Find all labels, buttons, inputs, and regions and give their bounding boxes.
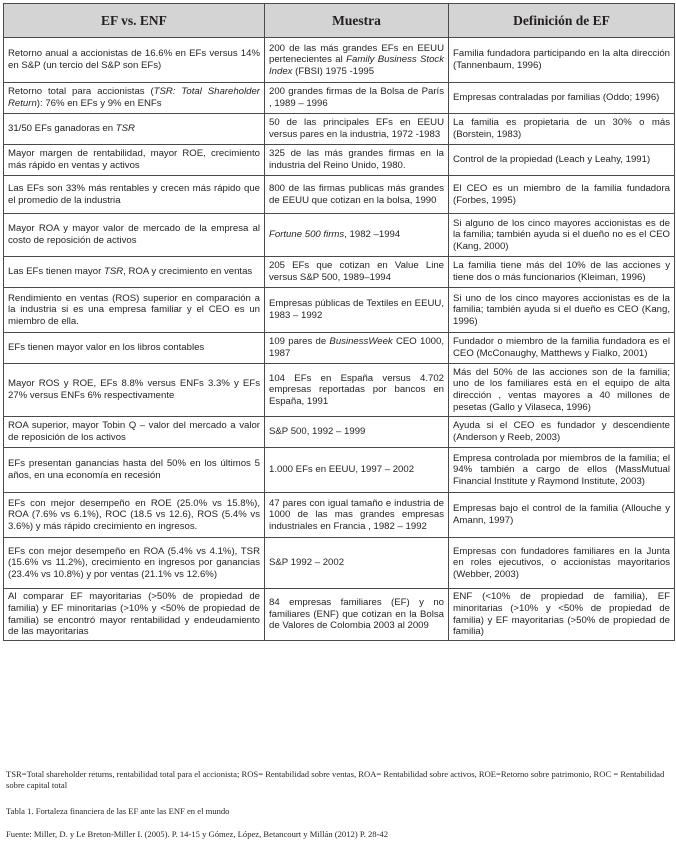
cell-text: (FBSI) 1975 -1995: [292, 65, 375, 77]
cell-definicion: [449, 114, 675, 145]
italic-text: TSR: [115, 123, 135, 135]
cell-text: EFs con mejor desempeño en ROE (25.0% vs 15.8%), ROA (7.6% vs 6.1%), ROC (18.5 vs 12.6), ROS (5.4% vs 3.6%) y más rápido crecimiento en ingresos.: [8, 497, 260, 532]
cell-ef-comparison: [4, 333, 265, 364]
italic-text: TSR: Total Shareholder Return: [8, 86, 260, 109]
cell-definicion: [449, 417, 675, 448]
cell-ef-comparison: [4, 214, 265, 257]
cell-ef-comparison: [4, 114, 265, 145]
cell-definicion: [449, 257, 675, 288]
cell-muestra: [265, 333, 449, 364]
cell-definicion: [449, 589, 675, 641]
cell-muestra: [265, 288, 449, 333]
cell-text: Familia fundadora participando en la alta dirección (Tannenbaum, 1996): [453, 48, 670, 71]
cell-text: EFs con mejor desempeño en ROA (5.4% vs 4.1%), TSR (15.6% vs 11.2%), crecimiento en ingresos por ganancias (23.4% vs 10.8%) y por ventas (21.1% vs 12.6%): [8, 545, 260, 580]
header-definicion: Definición de EF: [449, 4, 675, 38]
source-note: Fuente: Miller, D. y Le Breton-Miller I. (2005). P. 14-15 y Gómez, López, Betancourt y Millán (2012) P. 28-42: [6, 829, 389, 839]
cell-text: Control de la propiedad (Leach y Leahy, 1991): [453, 154, 651, 166]
cell-text: Fundador o miembro de la familia fundadora es el CEO (McConaughy, Matthews y Fialko, 2001): [453, 336, 670, 359]
table-row: [4, 417, 675, 448]
table-row: [4, 214, 675, 257]
table-row: [4, 176, 675, 214]
table-row: [4, 114, 675, 145]
header-row: [4, 4, 675, 38]
cell-text: Mayor ROS y ROE, EFs 8.8% versus ENFs 3.3% y EFs 27% versus ENFs 6% respectivamente: [8, 378, 260, 401]
cell-text: ROA superior, mayor Tobin Q – valor del mercado a valor de reposición de los activos: [8, 420, 260, 443]
cell-text: 200 de las más grandes EFs en EEUU pertenecientes al: [269, 42, 444, 66]
cell-definicion: [449, 38, 675, 83]
cell-text: Ayuda si el CEO es fundador y descendiente (Anderson y Reeb, 2003): [453, 420, 670, 443]
cell-definicion: [449, 145, 675, 176]
cell-text: Empresas públicas de Textiles en EEUU, 1983 – 1992: [269, 298, 444, 321]
cell-text: 47 pares con igual tamaño e industria de 1000 de las mas grandes empresas industriales en Francia , 1982 – 1992: [269, 497, 444, 532]
cell-text: CEO 1000, 1987: [269, 336, 444, 359]
table-row: [4, 493, 675, 538]
cell-text: La familia es propietaria de un 30% o más (Borstein, 1983): [453, 117, 670, 140]
cell-ef-comparison: [4, 538, 265, 589]
italic-text: Fortune 500 firms: [269, 229, 345, 241]
cell-text: 31/50 EFs ganadoras en: [8, 123, 116, 135]
cell-text: ): 76% en EFs y 9% en ENFs: [36, 98, 162, 109]
cell-text: Las EFs tienen mayor: [8, 266, 104, 278]
cell-text: 50 de las principales EFs en EEUU versus pares en la industria, 1972 -1983: [269, 117, 444, 140]
italic-text: TSR: [103, 266, 124, 278]
cell-text: Empresas contraladas por familias (Oddo; 1996): [453, 92, 660, 104]
cell-text: 200 grandes firmas de la Bolsa de París , 1989 – 1996: [269, 86, 444, 109]
table-row: [4, 83, 675, 114]
cell-text: Al comparar EF mayoritarias (>50% de propiedad de familia) y EF minoritarias (>10% y <50% de propiedad de familia) se encontró mayor rentabilidad y endeudamiento de las mayoritarias: [8, 591, 260, 638]
cell-muestra: [265, 83, 449, 114]
cell-text: Más del 50% de las acciones son de la familia; uno de los familiares está en el equipo de alta dirección , ventas mayores a 40 millones de pesetas (Gallo y Vilaseca, 1996): [453, 366, 670, 413]
cell-definicion: [449, 364, 675, 417]
cell-text: , ROA y crecimiento en ventas: [123, 266, 253, 278]
cell-text: 84 empresas familiares (EF) y no familiares (ENF) que cotizan en la Bolsa de Valores de Colombia 2003 al 2009: [269, 597, 444, 632]
cell-muestra: [265, 448, 449, 493]
cell-definicion: [449, 448, 675, 493]
cell-text: Las EFs son 33% más rentables y crecen más rápido que el promedio de la industria: [8, 182, 260, 206]
cell-text: 1.000 EFs en EEUU, 1997 – 2002: [269, 464, 415, 476]
cell-definicion: [449, 214, 675, 257]
cell-muestra: [265, 145, 449, 176]
cell-text: Empresas bajo el control de la familia (Allouche y Amann, 1997): [453, 503, 670, 526]
header-muestra: Muestra: [265, 4, 449, 38]
cell-ef-comparison: [4, 448, 265, 493]
cell-definicion: [449, 83, 675, 114]
cell-muestra: [265, 538, 449, 589]
cell-definicion: [449, 288, 675, 333]
cell-ef-comparison: [4, 83, 265, 114]
table-row: [4, 38, 675, 83]
cell-text: La familia tiene más del 10% de las acciones y tiene dos o más funcionarios (Kleiman, 1996): [453, 260, 670, 283]
table-body: [4, 38, 675, 641]
cell-text: 205 EFs que cotizan en Value Line versus S&P 500, 1989–1994: [269, 260, 444, 283]
cell-text: Retorno anual a accionistas de 16.6% en EFs versus 14% en S&P (un tercio del S&P son EFs): [8, 48, 260, 71]
cell-text: , 1982 –1994: [344, 229, 401, 241]
table-row: [4, 257, 675, 288]
cell-ef-comparison: [4, 493, 265, 538]
cell-muestra: [265, 364, 449, 417]
cell-text: EFs presentan ganancias hasta del 50% en los últimos 5 años, en una economía en recesión: [8, 458, 260, 481]
cell-text: Empresas con fundadores familiares en la Junta en roles ejecutivos, o accionistas mayoritarios (Webber, 2003): [453, 545, 670, 580]
cell-text: S&P 1992 – 2002: [269, 557, 345, 569]
cell-muestra: [265, 589, 449, 641]
cell-text: 325 de las más grandes firmas en la industria del Reino Unido, 1980.: [269, 148, 444, 171]
table-row: [4, 448, 675, 493]
cell-text: Empresa controlada por miembros de la familia; el 94% también a cargo de ellos (MassMutual Financial Institute y Raymond Institute, 2003): [453, 452, 670, 487]
table-caption: Tabla 1. Fortaleza financiera de las EF ante las ENF en el mundo: [6, 806, 230, 816]
abbreviations-footnote: TSR=Total shareholder returns, rentabilidad total para el accionista; ROS= Rentabilidad sobre ventas, ROA= Rentabilidad sobre activos, ROE=Retorno sobre patrimonio, ROC = Rentabilidad sobre capital total: [6, 769, 665, 790]
cell-definicion: [449, 176, 675, 214]
table-row: [4, 333, 675, 364]
cell-ef-comparison: [4, 257, 265, 288]
table-row: [4, 538, 675, 589]
cell-muestra: [265, 493, 449, 538]
table-row: [4, 288, 675, 333]
cell-text: 800 de las firmas publicas más grandes de EEUU que cotizan en la bolsa, 1990: [269, 182, 444, 206]
cell-text: Retorno total para accionistas (: [8, 86, 154, 98]
cell-text: Si alguno de los cinco mayores accionistas es de la familia; también ayuda si el dueño no es el CEO (Kang, 2000): [453, 217, 670, 252]
cell-muestra: [265, 257, 449, 288]
table-row: [4, 145, 675, 176]
italic-text: Family Business Stock Index: [269, 54, 445, 77]
cell-text: Mayor ROA y mayor valor de mercado de la empresa al costo de reposición de activos: [8, 223, 260, 246]
header-ef-vs-enf: EF vs. ENF: [4, 4, 265, 38]
cell-ef-comparison: [4, 589, 265, 641]
cell-text: EFs tienen mayor valor en los libros contables: [8, 342, 205, 354]
cell-ef-comparison: [4, 38, 265, 83]
cell-text: 109 pares de: [269, 336, 330, 348]
italic-text: BusinessWeek: [329, 336, 393, 348]
cell-text: 104 EFs en España versus 4.702 empresas reportadas por bancos en España, 1991: [269, 372, 444, 407]
cell-ef-comparison: [4, 145, 265, 176]
cell-definicion: [449, 538, 675, 589]
cell-ef-comparison: [4, 288, 265, 333]
cell-definicion: [449, 493, 675, 538]
cell-text: Rendimiento en ventas (ROS) superior en comparación a la industria si es una empresa familiar y el CEO es un miembro de ella.: [8, 292, 260, 327]
cell-definicion: [449, 333, 675, 364]
cell-muestra: [265, 114, 449, 145]
comparison-table: [3, 3, 675, 641]
table-row: [4, 364, 675, 417]
cell-text: Mayor margen de rentabilidad, mayor ROE, crecimiento más rápido en ventas y activos: [8, 148, 260, 171]
table-row: [4, 589, 675, 641]
cell-text: S&P 500, 1992 – 1999: [269, 426, 366, 438]
cell-ef-comparison: [4, 364, 265, 417]
cell-muestra: [265, 417, 449, 448]
cell-muestra: [265, 38, 449, 83]
cell-ef-comparison: [4, 176, 265, 214]
cell-text: El CEO es un miembro de la familia fundadora (Forbes, 1995): [453, 182, 670, 206]
cell-muestra: [265, 176, 449, 214]
cell-ef-comparison: [4, 417, 265, 448]
cell-text: ENF (<10% de propiedad de familia), EF minoritarias (>10% y <50% de propiedad de familia) y EF mayoritarias (>50% de propiedad de familia): [453, 591, 670, 638]
cell-muestra: [265, 214, 449, 257]
cell-text: Si uno de los cinco mayores accionistas es de la familia; también ayuda si el dueño es CEO (Kang, 1996): [453, 292, 670, 327]
